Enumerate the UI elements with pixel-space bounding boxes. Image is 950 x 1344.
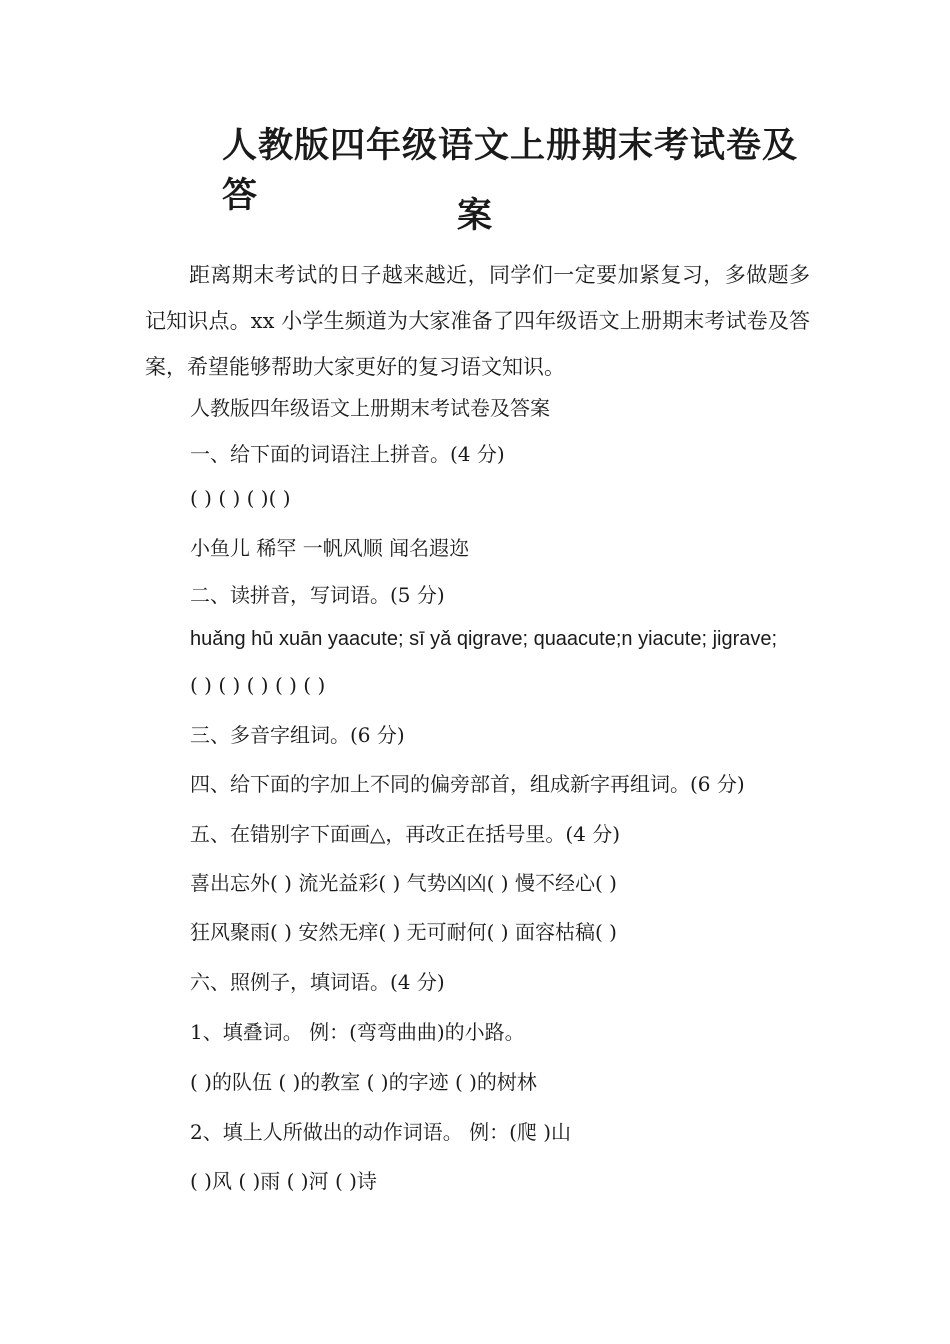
section-six-heading: 六、照例子，填词语。(4 分) (190, 970, 445, 994)
section-two-blanks: ( ) ( ) ( ) ( ) ( ) (190, 673, 326, 697)
subheading: 人教版四年级语文上册期末考试卷及答案 (190, 396, 550, 420)
section-three-heading: 三、多音字组词。(6 分) (190, 723, 405, 747)
section-six-item-1-blanks: ( )的队伍 ( )的教室 ( )的字迹 ( )的树林 (190, 1070, 537, 1094)
section-two-heading: 二、读拼音，写词语。(5 分) (190, 583, 445, 607)
section-six-item-2-blanks: ( )风 ( )雨 ( )河 ( )诗 (190, 1169, 377, 1193)
section-one-words: 小鱼儿 稀罕 一帆风顺 闻名遐迩 (190, 536, 470, 560)
section-six-item-1: 1、填叠词。 例：(弯弯曲曲)的小路。 (190, 1020, 525, 1044)
section-five-row-1: 喜出忘外( ) 流光益彩( ) 气势凶凶( ) 慢不经心( ) (190, 871, 617, 895)
section-one-blanks: ( ) ( ) ( )( ) (190, 486, 291, 510)
document-title-line-2: 案 (456, 196, 493, 236)
section-one-heading: 一、给下面的词语注上拼音。(4 分) (190, 442, 505, 466)
section-five-row-2: 狂风聚雨( ) 安然无痒( ) 无可耐何( ) 面容枯稿( ) (190, 920, 617, 944)
section-four-heading: 四、给下面的字加上不同的偏旁部首，组成新字再组词。(6 分) (190, 772, 745, 796)
section-six-item-2: 2、填上人所做出的动作词语。 例：(爬 )山 (190, 1120, 572, 1144)
section-five-heading: 五、在错别字下面画△，再改正在括号里。(4 分) (190, 822, 621, 846)
intro-paragraph: 距离期末考试的日子越来越近，同学们一定要加紧复习，多做题多记知识点。xx 小学生频道为大家准备了四年级语文上册期末考试卷及答案，希望能够帮助大家更好的复习语文知识。 (145, 263, 810, 379)
section-two-pinyin: huǎng hū xuān yaacute; sī yǎ qigrave; quaacute;n yiacute; jigrave; (190, 628, 778, 650)
document-title-line-1: 人教版四年级语文上册期末考试卷及答 (222, 126, 799, 216)
